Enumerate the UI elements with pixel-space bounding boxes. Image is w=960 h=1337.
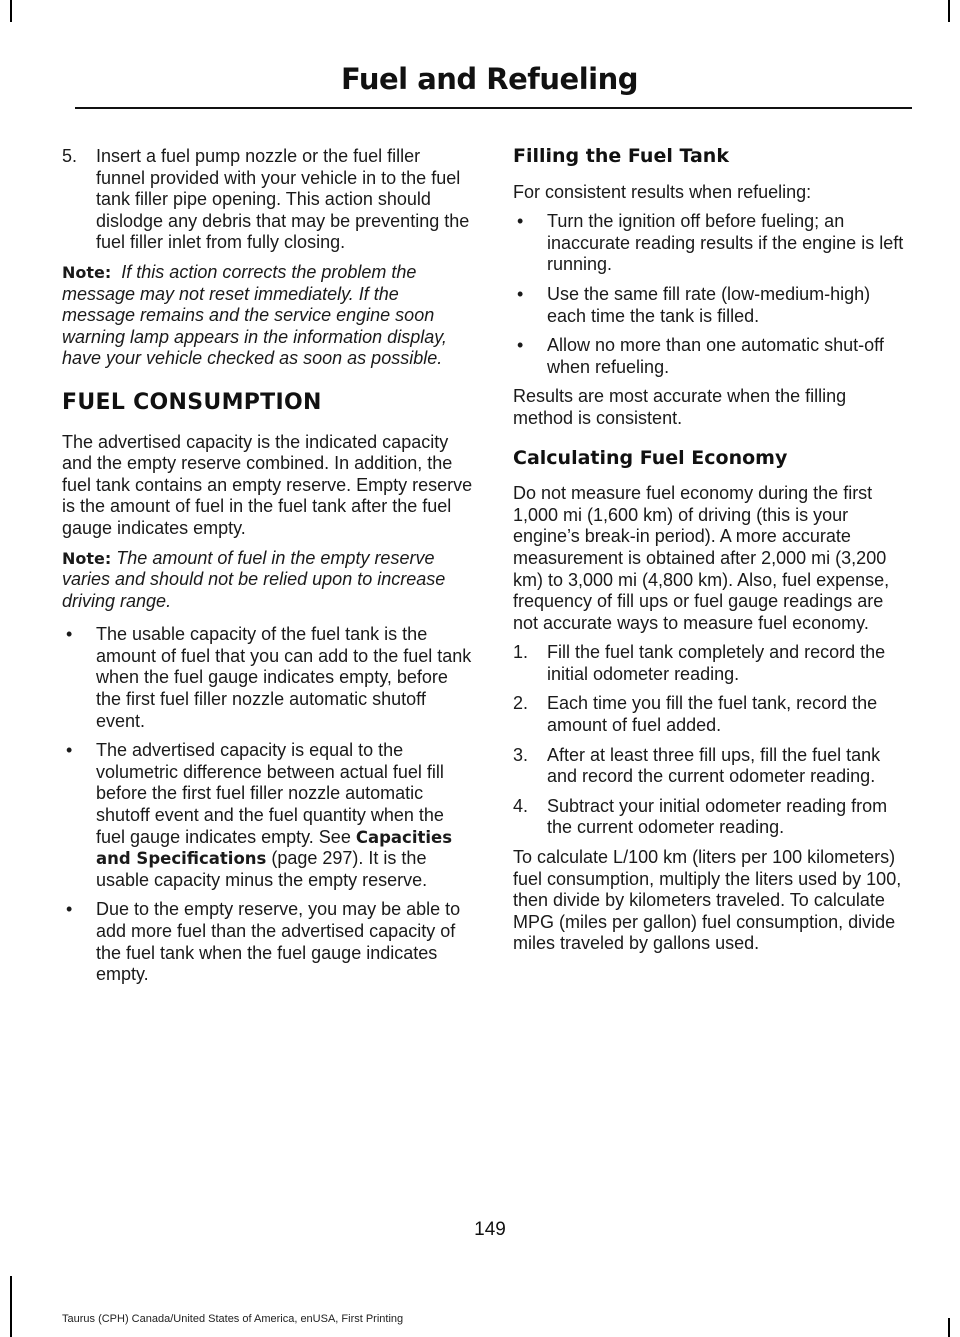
cross-reference-link[interactable]: Capacities and Specifications [96, 827, 453, 869]
footer-text: Taurus (CPH) Canada/United States of America, enUSA, First Printing [62, 1313, 404, 1325]
step-number: 3. [513, 744, 529, 765]
left-column [62, 146, 474, 994]
closing-paragraph: To calculate L/100 km (liters per 100 kilometers) fuel consumption, multiply the liters used by 100, then divide by kilometers traveled. To calculate MPG (miles per gallon) fuel consumption, divide miles traveled by gallons used. [513, 847, 902, 954]
list-item [513, 745, 908, 788]
list-item [513, 211, 908, 276]
note-paragraph [62, 262, 474, 370]
section-title: FUEL CONSUMPTION [62, 389, 322, 415]
intro-paragraph: For consistent results when refueling: [513, 181, 812, 202]
list-item [513, 693, 908, 736]
bullet-text-after: (page 297). It is the usable capacity minus the empty reserve. [96, 848, 428, 890]
step-text: After at least three fill ups, fill the fuel tank and record the current odometer reading. [547, 744, 881, 787]
note-text: If this action corrects the problem the message may not reset immediately. If the message remains and the service engine soon warning lamp appears in the information display, have your vehicle checked as soon as possible. [62, 261, 447, 369]
list-item [513, 642, 908, 685]
bullet-text: The usable capacity of the fuel tank is the amount of fuel that you can add to the fuel tank when the fuel gauge indicates empty, before the first fuel filler nozzle automatic shutoff event. [96, 624, 472, 731]
subsection-title: Filling the Fuel Tank [513, 145, 729, 167]
step-text: Insert a fuel pump nozzle or the fuel filler funnel provided with your vehicle in to the fuel tank filler pipe opening. This action should dislodge any debris that may be preventing the fuel filler inlet from fully closing. [96, 146, 470, 253]
crop-mark-top-left [10, 0, 12, 22]
page-number: 149 [474, 1219, 506, 1240]
crop-mark-top-right [948, 0, 950, 22]
header-divider [75, 107, 912, 109]
bullet-text: Turn the ignition off before fueling; an inaccurate reading results if the engine is left running. [547, 211, 904, 275]
list-item [62, 740, 474, 891]
list-item [513, 284, 908, 327]
bullet-icon: • [66, 899, 73, 920]
right-column [513, 146, 908, 963]
bullet-icon: • [517, 335, 524, 356]
bullet-text: Due to the empty reserve, you may be able to add more fuel than the advertised capacity of the fuel tank when the fuel gauge indicates empty. [96, 899, 461, 985]
list-item [62, 624, 474, 732]
closing-paragraph: Results are most accurate when the filling method is consistent. [513, 386, 847, 428]
step-number: 4. [513, 795, 529, 816]
crop-mark-bottom-left [10, 1276, 12, 1337]
note-text: The amount of fuel in the empty reserve varies and should not be relied upon to increase driving range. [62, 547, 446, 611]
bullet-icon: • [66, 624, 73, 645]
intro-paragraph: The advertised capacity is the indicated capacity and the empty reserve combined. In addition, the fuel tank contains an empty reserve. Empty reserve is the amount of fuel in the fuel tank after the fuel gauge indicates empty. [62, 431, 473, 538]
note-label: Note: [62, 262, 112, 282]
list-item [62, 146, 474, 254]
list-item [62, 899, 474, 985]
step-text: Each time you fill the fuel tank, record the amount of fuel added. [547, 693, 878, 736]
step-text: Fill the fuel tank completely and record the initial odometer reading. [547, 642, 886, 684]
page-header-title: Fuel and Refueling [340, 62, 638, 96]
bullet-icon: • [517, 283, 524, 304]
refueling-bullet-list [513, 211, 908, 378]
intro-paragraph: Do not measure fuel economy during the first 1,000 mi (1,600 km) of driving (this is your engine’s break-in period). A more accurate measurement is obtained after 2,000 mi (3,200 km) to 3,000 mi (4,800 km). Also, fuel expense, frequency of fill ups or fuel gauge readings are not accurate ways to measure fuel economy. [513, 483, 890, 633]
calculation-step-list [513, 642, 908, 839]
bullet-text: Use the same fill rate (low-medium-high) each time the tank is filled. [547, 283, 871, 326]
step-number: 2. [513, 693, 529, 714]
note-paragraph [62, 548, 474, 613]
list-item [513, 796, 908, 839]
step-text: Subtract your initial odometer reading from the current odometer reading. [547, 795, 888, 838]
bullet-text: Allow no more than one automatic shut-off when refueling. [547, 335, 884, 377]
subsection-title: Calculating Fuel Economy [513, 446, 788, 469]
note-label: Note: [62, 548, 112, 568]
step-number: 1. [513, 642, 529, 663]
step-number: 5. [62, 146, 78, 166]
bullet-icon: • [517, 211, 524, 232]
bullet-icon: • [66, 740, 73, 761]
list-item [513, 335, 908, 378]
capacity-bullet-list [62, 624, 474, 986]
bullet-text-before: The advertised capacity is equal to the volumetric difference between actual fuel fill before the first fuel filler nozzle automatic shutoff event and the fuel quantity when the fuel gauge indicates empty. See [96, 740, 444, 847]
step-list-continued [62, 146, 474, 254]
crop-mark-bottom-right [948, 1318, 950, 1337]
